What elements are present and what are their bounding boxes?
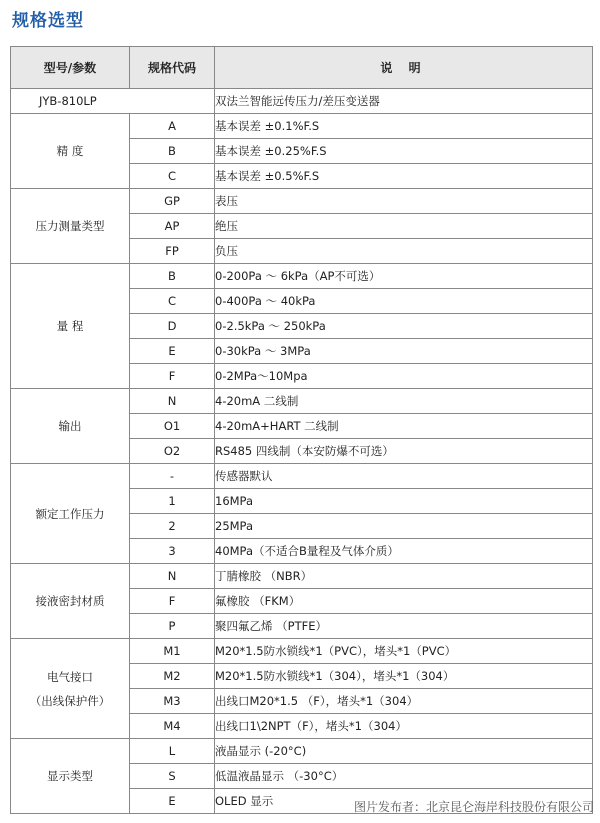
spec-description: 低温液晶显示 （-30°C） [215,764,593,789]
spec-code: B [130,264,215,289]
spec-description: 聚四氟乙烯 （PTFE） [215,614,593,639]
table-row [11,264,593,289]
group-name: 额定工作压力 [11,464,130,564]
header-model-param: 型号/参数 [11,47,130,89]
spec-code: S [130,764,215,789]
spec-code: E [130,789,215,814]
spec-description: RS485 四线制（本安防爆不可选） [215,439,593,464]
spec-description: 0-30kPa ～ 3MPa [215,339,593,364]
spec-description: 基本误差 ±0.25%F.S [215,139,593,164]
spec-code: M3 [130,689,215,714]
spec-code: P [130,614,215,639]
spec-code: F [130,589,215,614]
spec-code: L [130,739,215,764]
spec-description: 负压 [215,239,593,264]
spec-description: M20*1.5防水锁线*1（304），堵头*1（304） [215,664,593,689]
spec-code: FP [130,239,215,264]
group-name: 电气接口 （出线保护件） [11,639,130,739]
spec-description: 0-400Pa ～ 40kPa [215,289,593,314]
spec-description: 出线口1\2NPT（F），堵头*1（304） [215,714,593,739]
table-row [11,639,593,664]
spec-description: 基本误差 ±0.5%F.S [215,164,593,189]
spec-description: 传感器默认 [215,464,593,489]
spec-description: 4-20mA+HART 二线制 [215,414,593,439]
table-body [11,89,593,814]
group-name: 压力测量类型 [11,189,130,264]
group-name: 量 程 [11,264,130,389]
spec-description: 液晶显示 (-20°C) [215,739,593,764]
spec-code: 1 [130,489,215,514]
model-cell: JYB-810LP [11,89,215,114]
spec-code: B [130,139,215,164]
spec-description: 40MPa（不适合B量程及气体介质） [215,539,593,564]
spec-code: 2 [130,514,215,539]
table-row [11,114,593,139]
spec-code: AP [130,214,215,239]
spec-description: 4-20mA 二线制 [215,389,593,414]
header-description: 说 明 [215,47,593,89]
spec-description: 丁腈橡胶 （NBR） [215,564,593,589]
spec-code: M1 [130,639,215,664]
spec-description: 基本误差 ±0.1%F.S [215,114,593,139]
spec-table [10,46,593,814]
spec-code: O2 [130,439,215,464]
spec-code: M2 [130,664,215,689]
table-row [11,739,593,764]
model-row [11,89,593,114]
model-desc: 双法兰智能远传压力/差压变送器 [215,89,593,114]
spec-code: C [130,164,215,189]
spec-code: A [130,114,215,139]
group-name: 显示类型 [11,739,130,814]
spec-code: F [130,364,215,389]
spec-code: O1 [130,414,215,439]
spec-description: 25MPa [215,514,593,539]
spec-code: E [130,339,215,364]
table-row [11,564,593,589]
spec-description: M20*1.5防水锁线*1（PVC），堵头*1（PVC） [215,639,593,664]
table-row [11,464,593,489]
table-row [11,389,593,414]
group-name: 接液密封材质 [11,564,130,639]
group-name: 输出 [11,389,130,464]
spec-code: N [130,389,215,414]
spec-description: 绝压 [215,214,593,239]
table-row [11,189,593,214]
spec-code: - [130,464,215,489]
table-header-row [11,47,593,89]
page-title: 规格选型 [12,11,84,31]
spec-description: 0-200Pa ～ 6kPa（AP不可选） [215,264,593,289]
spec-description: OLED 显示 [215,789,593,814]
spec-code: N [130,564,215,589]
spec-code: D [130,314,215,339]
spec-code: C [130,289,215,314]
header-spec-code: 规格代码 [130,47,215,89]
spec-description: 出线口M20*1.5 （F），堵头*1（304） [215,689,593,714]
spec-code: GP [130,189,215,214]
spec-description: 表压 [215,189,593,214]
spec-description: 16MPa [215,489,593,514]
spec-code: M4 [130,714,215,739]
spec-description: 0-2MPa～10Mpa [215,364,593,389]
spec-description: 0-2.5kPa ～ 250kPa [215,314,593,339]
spec-description: 氟橡胶 （FKM） [215,589,593,614]
publisher-watermark: 图片发布者：北京昆仑海岸科技股份有限公司 [353,800,594,814]
group-name: 精 度 [11,114,130,189]
spec-code: 3 [130,539,215,564]
